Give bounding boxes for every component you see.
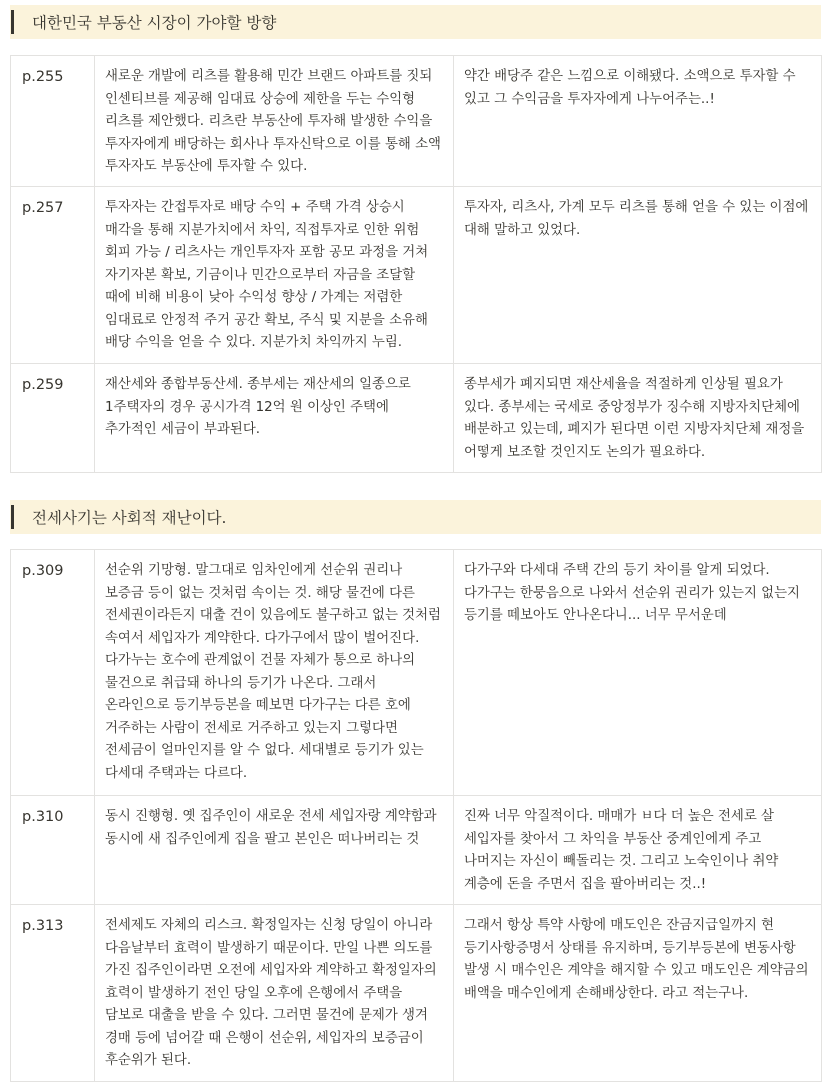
excerpt-cell: 재산세와 종합부동산세. 종부세는 재산세의 일종으로 1주택자의 경우 공시가격 12억 원 이상인 주택에 추가적인 세금이 부과된다. bbox=[95, 364, 454, 473]
page-number-cell: p.309 bbox=[11, 550, 95, 796]
table-row bbox=[11, 187, 822, 364]
excerpt-cell: 선순위 기망형. 말그대로 임차인에게 선순위 권리나 보증금 등이 없는 것처럼 속이는 것. 해당 물건에 다른 전세권이라든지 대출 건이 있음에도 불구하고 없는 것처럼 속여서 세입자가 계약한다. 다가구에서 많이 벌어진다. 다가누는 호수에 관계없이 건물 자체가 통으로 하나의 물건으로 취급돼 하나의 등기가 나온다. 그래서 온라인으로 등기부등본을 떼보면 다가구는 다른 호에 거주하는 사람이 전세로 거주하고 있는지 그렇다면 전세금이 얼마인지를 알 수 없다. 세대별로 등기가 있는 다세대 주택과는 다르다. bbox=[95, 550, 454, 796]
table-row bbox=[11, 550, 822, 796]
page-number-cell: p.259 bbox=[11, 364, 95, 473]
thought-cell: 그래서 항상 특약 사항에 매도인은 잔금지급일까지 현 등기사항증명서 상태를 유지하며, 등기부등본에 변동사항 발생 시 매수인은 계약을 해지할 수 있고 매도인은 계약금의 배액을 매수인에게 손해배상한다. 라고 적는구나. bbox=[454, 905, 822, 1082]
excerpt-cell: 새로운 개발에 리츠를 활용해 민간 브랜드 아파트를 짓되 인센티브를 제공해 임대료 상승에 제한을 두는 수익형 리츠를 제안했다. 리츠란 부동산에 투자해 발생한 수익을 투자자에게 배당하는 회사나 투자신탁으로 이를 통해 소액 투자자도 부동산에 투자할 수 있다. bbox=[95, 56, 454, 187]
notes-table-jeonse bbox=[10, 549, 822, 1082]
page-number-cell: p.257 bbox=[11, 187, 95, 364]
thought-cell: 약간 배당주 같은 느낌으로 이해됐다. 소액으로 투자할 수 있고 그 수익금을 투자자에게 나누어주는..! bbox=[454, 56, 822, 187]
section-title: 전세사기는 사회적 재난이다. bbox=[32, 509, 227, 527]
heading-accent-bar bbox=[11, 505, 14, 529]
section-header-jeonse-fraud bbox=[10, 500, 821, 534]
thought-cell: 다가구와 다세대 주택 간의 등기 차이를 알게 되었다. 다가구는 한뭉음으로 나와서 선순위 권리가 있는지 없는지 등기를 떼보아도 안나온다니... 너무 무서운데 bbox=[454, 550, 822, 796]
thought-cell: 투자자, 리츠사, 가계 모두 리츠를 통해 얻을 수 있는 이점에 대해 말하고 있었다. bbox=[454, 187, 822, 364]
excerpt-cell: 동시 진행형. 옛 집주인이 새로운 전세 세입자랑 계약함과 동시에 새 집주인에게 집을 팔고 본인은 떠나버리는 것 bbox=[95, 796, 454, 905]
table-row bbox=[11, 56, 822, 187]
page-number-cell: p.310 bbox=[11, 796, 95, 905]
excerpt-cell: 전세제도 자체의 리스크. 확정일자는 신청 당일이 아니라 다음날부터 효력이 발생하기 때문이다. 만일 나쁜 의도를 가진 집주인이라면 오전에 세입자와 계약하고 확정일자의 효력이 발생하기 전인 당일 오후에 은행에서 주택을 담보로 대출을 받을 수 있다. 그러면 물건에 문제가 생겨 경매 등에 넘어갈 때 은행이 선순위, 세입자의 보증금이 후순위가 된다. bbox=[95, 905, 454, 1082]
excerpt-cell: 투자자는 간접투자로 배당 수익 + 주택 가격 상승시 매각을 통해 지분가치에서 차익, 직접투자로 인한 위험 회피 가능 / 리츠사는 개인투자자 포함 공모 과정을 거쳐 자기자본 확보, 기금이나 민간으로부터 자금을 조달할 때에 비해 비용이 낮아 수익성 향상 / 가계는 저렴한 임대료로 안정적 주거 공간 확보, 주식 및 지분을 소유해 배당 수익을 얻을 수 있다. 지분가치 차익까지 누림. bbox=[95, 187, 454, 364]
thought-cell: 종부세가 폐지되면 재산세율을 적절하게 인상될 필요가 있다. 종부세는 국세로 중앙정부가 징수해 지방자치단체에 배분하고 있는데, 폐지가 된다면 이런 지방자치단체 재정을 어떻게 보조할 것인지도 논의가 필요하다. bbox=[454, 364, 822, 473]
table-row bbox=[11, 796, 822, 905]
heading-accent-bar bbox=[11, 10, 14, 34]
page-number-cell: p.255 bbox=[11, 56, 95, 187]
page-number-cell: p.313 bbox=[11, 905, 95, 1082]
notes-table-real-estate bbox=[10, 55, 822, 473]
thought-cell: 진짜 너무 악질적이다. 매매가 ㅂ다 더 높은 전세로 살 세입자를 찾아서 그 차익을 부동산 중계인에게 주고 나머지는 자신이 빼돌리는 것. 그리고 노숙인이나 취약 계층에 돈을 주면서 집을 팔아버리는 것..! bbox=[454, 796, 822, 905]
section-title: 대한민국 부동산 시장이 가야할 방향 bbox=[32, 14, 277, 32]
table-row bbox=[11, 905, 822, 1082]
table-row bbox=[11, 364, 822, 473]
section-header-real-estate-direction bbox=[10, 5, 821, 39]
